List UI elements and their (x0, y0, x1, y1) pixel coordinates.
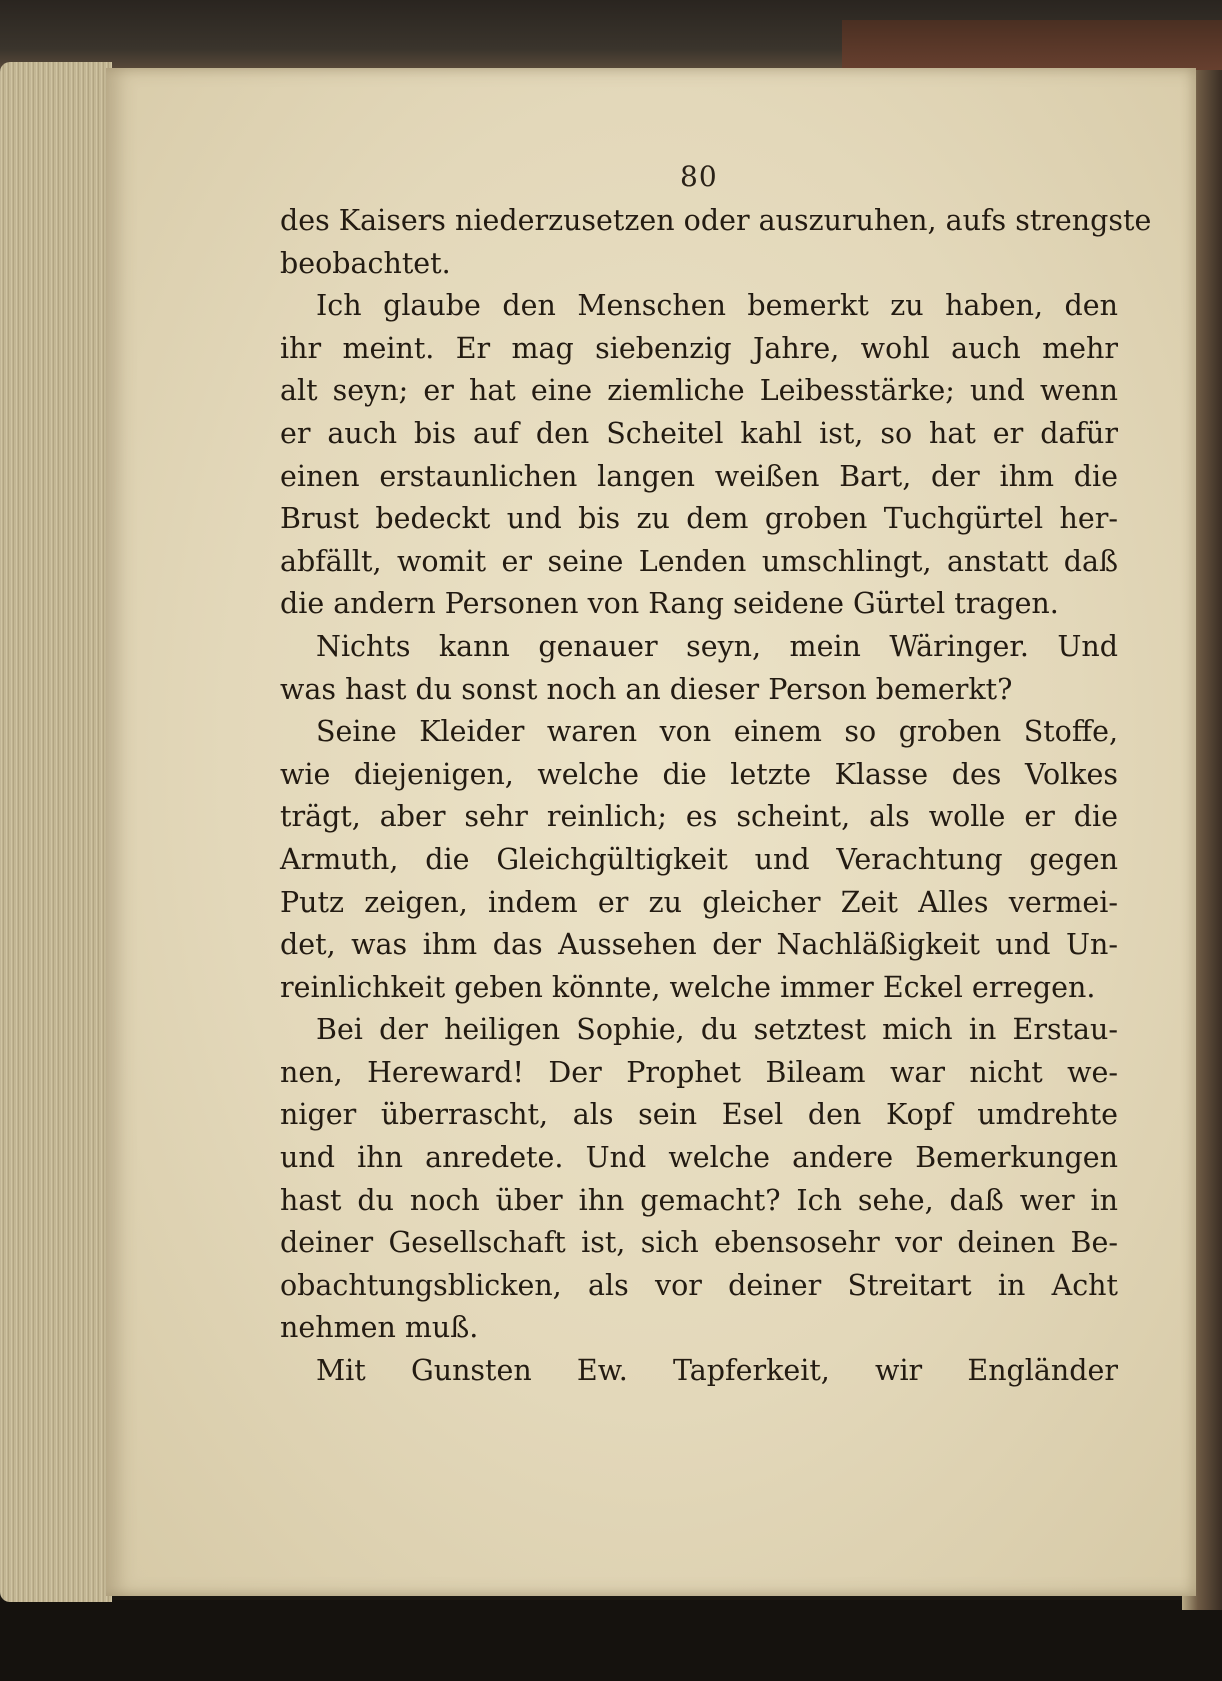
text-line: einen erstaunlichen langen weißen Bart, der ihm die (280, 459, 1118, 493)
text-line: was hast du sonst noch an dieser Person bemerkt? (280, 672, 1013, 706)
body-text (280, 200, 1152, 1393)
text-line: ihr meint. Er mag siebenzig Jahre, wohl auch mehr (280, 331, 1118, 365)
text-line: beobachtet. (280, 246, 451, 280)
text-line: Seine Kleider waren von einem so groben Stoffe, (316, 715, 1118, 749)
page-number: 80 (680, 160, 718, 193)
text-line: Putz zeigen, indem er zu gleicher Zeit Alles vermei- (280, 885, 1118, 919)
book-cover-bottom (0, 1600, 1222, 1681)
text-line: die andern Personen von Rang seidene Gürtel tragen. (280, 587, 1059, 621)
text-line: reinlichkeit geben könnte, welche immer Eckel erregen. (280, 970, 1096, 1004)
text-line: Mit Gunsten Ew. Tapferkeit, wir Engländer (316, 1354, 1118, 1388)
text-line: det, was ihm das Aussehen der Nachläßigkeit und Un- (280, 928, 1118, 962)
text-line: abfällt, womit er seine Lenden umschlingt, anstatt daß (280, 544, 1118, 578)
text-line: er auch bis auf den Scheitel kahl ist, so hat er dafür (280, 416, 1118, 450)
text-line: Ich glaube den Menschen bemerkt zu haben, den (316, 289, 1118, 323)
page-edges-left (0, 62, 112, 1602)
text-line: deiner Gesellschaft ist, sich ebensosehr vor deinen Be- (280, 1226, 1118, 1260)
text-line: des Kaisers niederzusetzen oder auszuruhen, aufs strengste (280, 204, 1152, 237)
text-line: nehmen muß. (280, 1311, 479, 1345)
book-cover-top-right (842, 20, 1222, 75)
text-line: wie diejenigen, welche die letzte Klasse des Volkes (280, 757, 1118, 791)
text-line: Nichts kann genauer seyn, mein Wäringer. Und (316, 629, 1118, 663)
text-line: obachtungsblicken, als vor deiner Streitart in Acht (280, 1268, 1118, 1302)
text-line: alt seyn; er hat eine ziemliche Leibesstärke; und wenn (280, 374, 1118, 408)
text-line: Brust bedeckt und bis zu dem groben Tuchgürtel her- (280, 502, 1118, 536)
text-line: niger überrascht, als sein Esel den Kopf umdrehte (280, 1098, 1118, 1132)
text-line: nen, Hereward! Der Prophet Bileam war nicht we- (280, 1055, 1118, 1089)
text-line: hast du noch über ihn gemacht? Ich sehe, daß wer in (280, 1183, 1118, 1217)
text-line: Armuth, die Gleichgültigkeit und Verachtung gegen (280, 842, 1118, 876)
text-line: Bei der heiligen Sophie, du setztest mich in Erstau- (316, 1013, 1118, 1047)
text-line: und ihn anredete. Und welche andere Bemerkungen (280, 1141, 1118, 1175)
text-line: trägt, aber sehr reinlich; es scheint, als wolle er die (280, 800, 1118, 834)
